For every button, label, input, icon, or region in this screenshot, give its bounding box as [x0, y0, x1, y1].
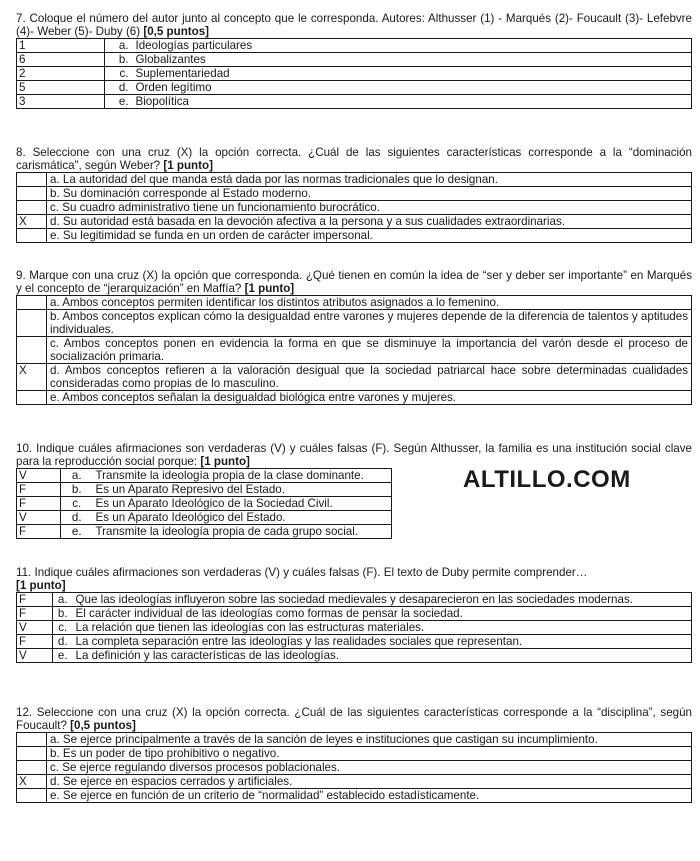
answer-key-cell: 5 — [17, 81, 105, 95]
table-row — [17, 95, 692, 109]
question-10-table — [16, 468, 392, 539]
option-label-cell: El carácter individual de las ideologías como formas de pensar la sociedad. — [73, 607, 692, 621]
option-letter-cell: c. — [53, 621, 73, 635]
altillo-watermark: ALTILLO.COM — [463, 466, 631, 493]
answer-mark-cell — [17, 173, 47, 187]
answer-mark-cell: F — [17, 635, 53, 649]
table-row — [17, 469, 392, 483]
option-letter-cell: a. — [53, 593, 73, 607]
question-9 — [16, 269, 692, 405]
option-label-cell: d. Ambos conceptos refieren a la valoración desigual que la sociedad patriarcal hace sobre determinadas cualidades consideradas como propias de lo masculino. — [47, 364, 692, 391]
option-label-cell: d. Su autoridad está basada en la devoción afectiva a la persona y a sus cualidades extraordinarias. — [47, 215, 692, 229]
answer-mark-cell: V — [17, 649, 53, 663]
option-letter-cell: b. — [53, 607, 73, 621]
table-row — [17, 67, 692, 81]
table-row — [17, 621, 692, 635]
answer-mark-cell: V — [17, 621, 53, 635]
table-row — [17, 296, 692, 310]
option-label-cell: Biopolítica — [133, 95, 692, 109]
question-11 — [16, 566, 692, 663]
question-12 — [16, 706, 692, 803]
table-row — [17, 733, 692, 747]
table-row — [17, 511, 392, 525]
option-label-cell: e. Su legitimidad se funda en un orden de carácter impersonal. — [47, 229, 692, 243]
answer-mark-cell — [17, 296, 47, 310]
option-letter-cell: e. — [105, 95, 133, 109]
answer-key-cell: 3 — [17, 95, 105, 109]
question-12-points: [0,5 puntos] — [70, 719, 136, 732]
table-row — [17, 391, 692, 405]
table-row — [17, 81, 692, 95]
question-11-points: [1 punto] — [16, 579, 66, 592]
option-label-cell: Es un Aparato Ideológico del Estado. — [93, 511, 392, 525]
option-label-cell: Ideologías particulares — [133, 39, 692, 53]
table-row — [17, 497, 392, 511]
option-label-cell: La completa separación entre las ideologías y las realidades sociales que representan. — [73, 635, 692, 649]
answer-mark-cell — [17, 391, 47, 405]
answer-mark-cell — [17, 761, 47, 775]
question-11-text: 11. Indique cuáles afirmaciones son verdaderas (V) y cuáles falsas (F). El texto de Duby permite comprender… [1 punto] — [16, 566, 588, 592]
table-row — [17, 775, 692, 789]
option-letter-cell: d. — [53, 635, 73, 649]
option-label-cell: Suplementariedad — [133, 67, 692, 81]
answer-mark-cell: F — [17, 525, 61, 539]
table-row — [17, 39, 692, 53]
option-label-cell: c. Su cuadro administrativo tiene un funcionamiento burocrático. — [47, 201, 692, 215]
table-row — [17, 607, 692, 621]
table-row — [17, 364, 692, 391]
option-letter-cell: e. — [53, 649, 73, 663]
answer-key-cell: 2 — [17, 67, 105, 81]
answer-mark-cell — [17, 229, 47, 243]
table-row — [17, 747, 692, 761]
answer-mark-cell — [17, 747, 47, 761]
answer-mark-cell: F — [17, 607, 53, 621]
question-7-table — [16, 38, 692, 109]
option-letter-cell: d. — [61, 511, 93, 525]
option-label-cell: Es un Aparato Represivo del Estado. — [93, 483, 392, 497]
option-label-cell: d. Se ejerce en espacios cerrados y artificiales. — [47, 775, 692, 789]
question-12-text: 12. Seleccione con una cruz (X) la opción correcta. ¿Cuál de las siguientes características corresponde a la “disciplina”, según Foucault? [0,5 puntos] — [16, 706, 692, 732]
table-row — [17, 187, 692, 201]
table-row — [17, 310, 692, 337]
option-label-cell: b. Ambos conceptos explican cómo la desigualdad entre varones y mujeres depende de la diferencia de talentos y aptitudes individuales. — [47, 310, 692, 337]
question-10-points: [1 punto] — [200, 455, 250, 468]
option-label-cell: c. Se ejerce regulando diversos procesos poblacionales. — [47, 761, 692, 775]
table-row — [17, 229, 692, 243]
table-row — [17, 201, 692, 215]
answer-mark-cell — [17, 187, 47, 201]
table-row — [17, 337, 692, 364]
question-9-text: 9. Marque con una cruz (X) la opción que corresponda. ¿Qué tienen en común la idea de “ser y deber ser importante” en Marqués y el concepto de “jerarquización” en Maffía? [1 punto] — [16, 269, 692, 295]
question-7-text: 7. Coloque el número del autor junto al concepto que le corresponda. Autores: Althusser (1) - Marqués (2)- Foucault (3)- Lefebvre (4)- Weber (5)- Duby (6) [0,5 puntos] — [16, 12, 692, 38]
option-label-cell: La definición y las características de las ideologías. — [73, 649, 692, 663]
table-row — [17, 53, 692, 67]
option-letter-cell: d. — [105, 81, 133, 95]
table-row — [17, 649, 692, 663]
table-row — [17, 483, 392, 497]
question-10-text: 10. Indique cuáles afirmaciones son verdaderas (V) y cuáles falsas (F). Según Althusser, la familia es una institución social clave para la reproducción social porque: [1 punto] — [16, 442, 692, 468]
table-row — [17, 525, 392, 539]
answer-mark-cell — [17, 789, 47, 803]
option-letter-cell: a. — [105, 39, 133, 53]
table-row — [17, 789, 692, 803]
answer-key-cell: 6 — [17, 53, 105, 67]
answer-mark-cell: X — [17, 775, 47, 789]
option-label-cell: Que las ideologías influyeron sobre las sociedad medievales y desaparecieron en las sociedades modernas. — [73, 593, 692, 607]
answer-mark-cell: F — [17, 483, 61, 497]
question-9-points: [1 punto] — [244, 282, 295, 295]
option-letter-cell: a. — [61, 469, 93, 483]
option-label-cell: c. Ambos conceptos ponen en evidencia la forma en que se disminuye la importancia del varón desde el proceso de socialización primaria. — [47, 337, 692, 364]
option-label-cell: e. Ambos conceptos señalan la desigualdad biológica entre varones y mujeres. — [47, 391, 692, 405]
question-7 — [16, 12, 692, 109]
answer-mark-cell — [17, 310, 47, 337]
option-letter-cell: c. — [61, 497, 93, 511]
option-label-cell: e. Se ejerce en función de un criterio de “normalidad” establecido estadísticamente. — [47, 789, 692, 803]
option-label-cell: Transmite la ideología propia de cada grupo social. — [93, 525, 392, 539]
table-row — [17, 761, 692, 775]
option-label-cell: b. Es un poder de tipo prohibitivo o negativo. — [47, 747, 692, 761]
answer-mark-cell: X — [17, 364, 47, 391]
option-letter-cell: c. — [105, 67, 133, 81]
option-letter-cell: b. — [105, 53, 133, 67]
answer-mark-cell: X — [17, 215, 47, 229]
table-row — [17, 215, 692, 229]
answer-mark-cell: F — [17, 497, 61, 511]
question-7-points: [0,5 puntos] — [143, 25, 210, 38]
question-8-text: 8. Seleccione con una cruz (X) la opción correcta. ¿Cuál de las siguientes características corresponde a la “dominación carismática”, según Weber? [1 punto] — [16, 146, 692, 172]
option-label-cell: a. Ambos conceptos permiten identificar los distintos atributos asignados a lo femenino. — [47, 296, 692, 310]
option-label-cell: La relación que tienen las ideologías con las estructuras materiales. — [73, 621, 692, 635]
option-label-cell: b. Su dominación corresponde al Estado moderno. — [47, 187, 692, 201]
answer-mark-cell: F — [17, 593, 53, 607]
answer-key-cell: 1 — [17, 39, 105, 53]
question-8 — [16, 146, 692, 243]
answer-mark-cell: V — [17, 511, 61, 525]
question-9-table — [16, 295, 692, 405]
question-12-table — [16, 732, 692, 803]
question-8-points: [1 punto] — [163, 159, 213, 172]
option-label-cell: Transmite la ideología propia de la clase dominante. — [93, 469, 392, 483]
question-8-table — [16, 172, 692, 243]
option-label-cell: Orden legítimo — [133, 81, 692, 95]
option-label-cell: a. Se ejerce principalmente a través de la sanción de leyes e instituciones que castigan su incumplimiento. — [47, 733, 692, 747]
answer-mark-cell — [17, 733, 47, 747]
table-row — [17, 173, 692, 187]
answer-mark-cell — [17, 201, 47, 215]
answer-mark-cell: V — [17, 469, 61, 483]
option-label-cell: a. La autoridad del que manda está dada por las normas tradicionales que lo designan. — [47, 173, 692, 187]
question-11-table — [16, 592, 692, 663]
answer-mark-cell — [17, 337, 47, 364]
table-row — [17, 635, 692, 649]
option-label-cell: Es un Aparato Ideológico de la Sociedad Civil. — [93, 497, 392, 511]
table-row — [17, 593, 692, 607]
option-letter-cell: e. — [61, 525, 93, 539]
option-letter-cell: b. — [61, 483, 93, 497]
option-label-cell: Globalizantes — [133, 53, 692, 67]
